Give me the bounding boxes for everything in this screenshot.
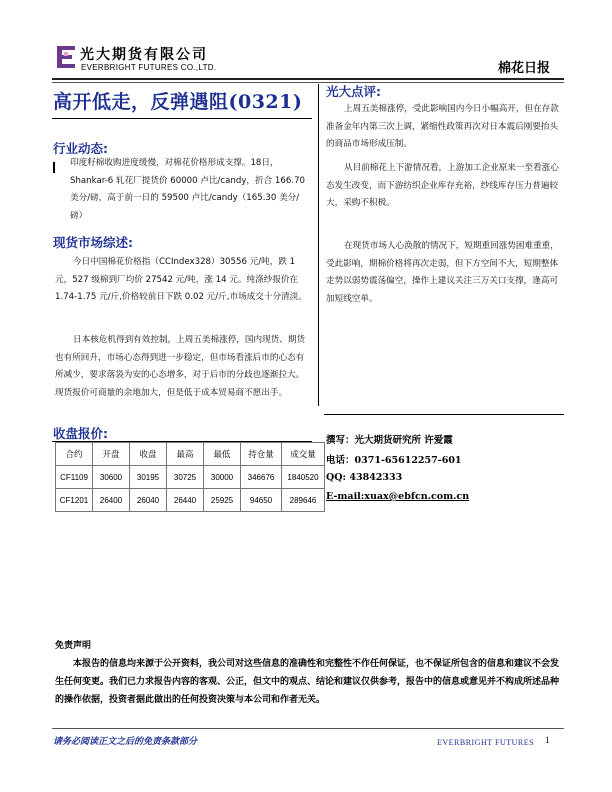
comment-paragraph-3: 在现货市场人心涣散的情况下，短期重回涨势困难重重，受此影响，期棉价格将再次走弱，但下方空间不大，短期整体走势以弱势震荡偏空，操作上建议关注三万关口支撑，逢高可加短线空单。	[326, 241, 559, 304]
phone-line: 电话：0371-65612257-601	[326, 455, 462, 466]
table-cell: 1840520	[282, 466, 325, 489]
table-row	[56, 466, 325, 489]
table-cell: 26400	[93, 489, 130, 512]
market-paragraph-2: 日本核危机得到有效控制，上周五美棉涨停，国内现货、期货也有所回升，市场心态得到进一步稳定，但市场看涨后市的心态有所减少，要求落袋为安的心态增多，对于后市的分歧也逐渐拉大。现货报价可商量的余地加大，但是低于成本贸易商不愿出手。	[55, 335, 306, 398]
footer-rule	[52, 728, 564, 729]
market-section-title: 现货市场综述:	[53, 235, 133, 250]
comment-paragraph-1: 上周五美棉涨停，受此影响国内今日小幅高开，但在存款准备金年内第三次上调，紧缩性政策再次对日本震后刚要抬头的商品市场形成压制。	[326, 104, 559, 149]
contact-rule	[324, 414, 564, 415]
column-divider	[318, 84, 319, 406]
col-header-close: 收盘	[130, 443, 167, 466]
report-headline: 高开低走，反弹遇阻(0321)	[53, 91, 303, 113]
col-header-contract: 合约	[56, 443, 93, 466]
col-header-open: 开盘	[93, 443, 130, 466]
col-header-volume: 成交量	[282, 443, 325, 466]
footer-brand: EVERBRIGHT FUTURES	[437, 738, 535, 747]
price-table	[55, 442, 325, 512]
author-line: 撰写：光大期货研究所 许爱霞	[326, 435, 453, 446]
table-cell: CF1109	[56, 466, 93, 489]
col-header-high: 最高	[167, 443, 204, 466]
table-header-row	[56, 443, 325, 466]
col-header-low: 最低	[204, 443, 241, 466]
table-row	[56, 489, 325, 512]
table-cell: 30600	[93, 466, 130, 489]
headline-rule	[52, 118, 312, 119]
table-cell: 30195	[130, 466, 167, 489]
table-cell: 26440	[167, 489, 204, 512]
table-cell: 25925	[204, 489, 241, 512]
bullet-bar	[53, 162, 55, 173]
report-name: 棉花日报	[498, 61, 551, 76]
industry-text: 印度籽棉收购进度缓慢，对棉花价格形成支撑。18日，Shankar-6 轧花厂提货价 60000 卢比/candy，折合 166.70 美分/磅，高于前一日的 59500 卢比/candy（165.30 美分/磅）	[70, 158, 305, 221]
comment-section-title: 光大点评:	[326, 84, 381, 99]
company-name-cn: 光大期货有限公司	[80, 47, 208, 63]
prices-section-title: 收盘报价:	[53, 426, 108, 441]
email-link[interactable]: E-mail:xuax@ebfcn.com.cn	[326, 491, 470, 502]
qq-line: QQ: 43842333	[326, 472, 403, 483]
table-cell: 26040	[130, 489, 167, 512]
table-cell: 30000	[204, 466, 241, 489]
table-cell: 94650	[241, 489, 282, 512]
col-header-open-interest: 持仓量	[241, 443, 282, 466]
market-paragraph-1: 今日中国棉花价格指（CCIndex328）30556 元/吨，跌 1 元，527 级棉到厂均价 27542 元/吨，涨 14 元。纯涤纱报价在 1.74-1.75 元/斤,价格较前日下跌 0.02 元/斤,市场成交十分清淡。	[55, 257, 307, 302]
comment-paragraph-2: 从目前棉花上下游情况看，上游加工企业原来一至看涨心态发生改变，而下游纺织企业库存充裕，纱线库存压力普遍较大，采购不积极。	[326, 163, 559, 208]
disclaimer-title: 免责声明	[55, 641, 92, 651]
table-cell: 289646	[282, 489, 325, 512]
disclaimer-text: 本报告的信息均来源于公开资料，我公司对这些信息的准确性和完整性不作任何保证，也不保证所包含的信息和建议不会发生任何变更。我们已力求报告内容的客观、公正，但文中的观点、结论和建议仅供参考，报告中的信息或意见并不构成所述品种的操作依据，投资者据此做出的任何投资决策与本公司和作者无关。	[55, 659, 560, 705]
header-rule	[52, 78, 564, 80]
page-number: 1	[545, 735, 550, 745]
table-cell: 30725	[167, 466, 204, 489]
company-name-en: EVERBRIGHT FUTURES CO.,LTD.	[81, 63, 217, 72]
header-rule-thin	[52, 82, 564, 83]
footer-note: 请务必阅读正文之后的免责条款部分	[53, 737, 198, 747]
table-cell: 346676	[241, 466, 282, 489]
industry-section-title: 行业动态:	[53, 141, 108, 156]
company-logo-icon	[55, 44, 77, 70]
table-cell: CF1201	[56, 489, 93, 512]
